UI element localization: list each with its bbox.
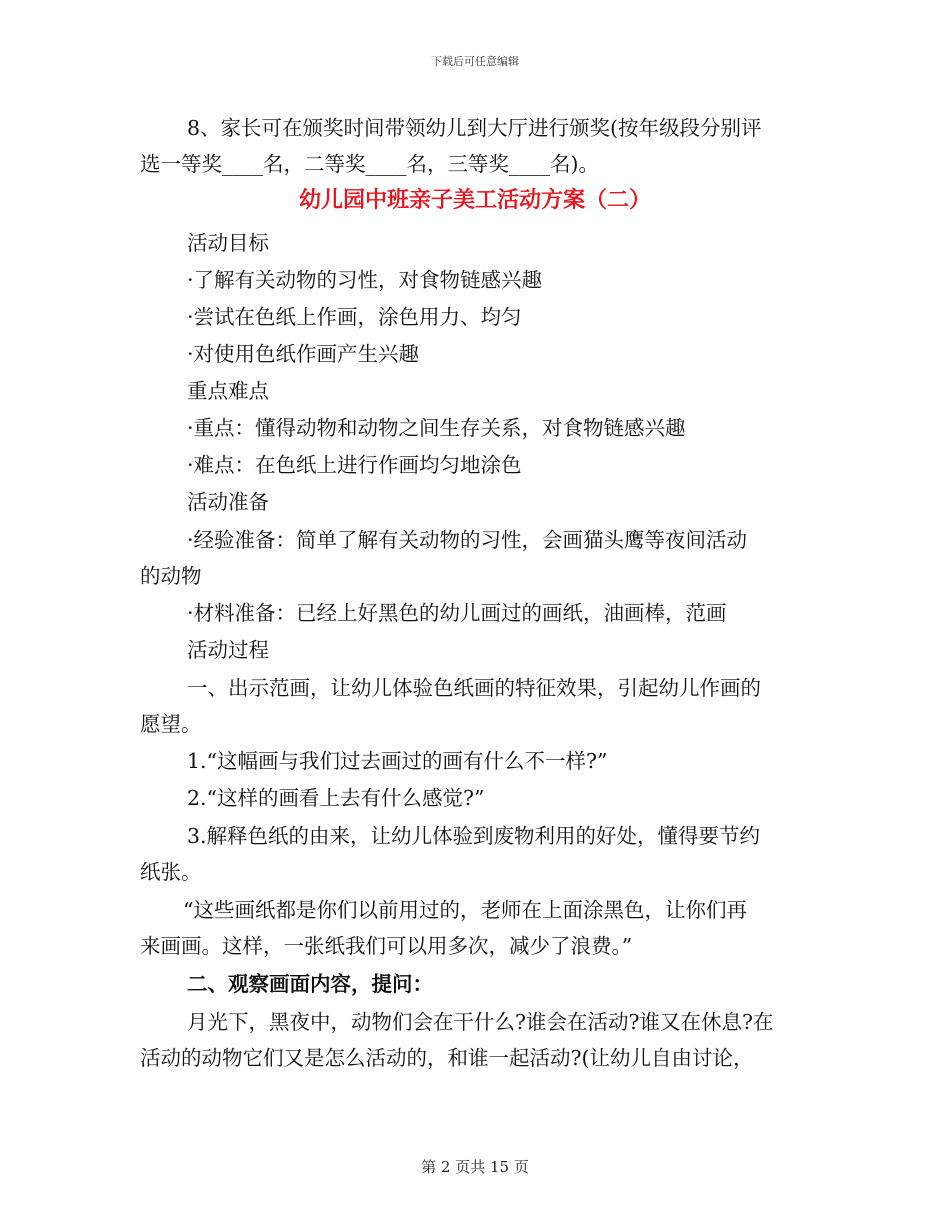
paragraph-line: “这些画纸都是你们以前用过的，老师在上面涂黑色，让你们再 [183,898,747,922]
section-heading: 重点难点 [187,379,269,403]
section-heading-bold: 二、观察画面内容，提问： [187,972,433,996]
page-header: 下载后可任意编辑 [431,55,519,68]
paragraph-line: 2.“这样的画看上去有什么感觉?” [187,786,485,810]
list-item: ·经验准备：简单了解有关动物的习性，会画猫头鹰等夜间活动 [187,528,748,552]
page-footer: 第 2 页共 15 页 [421,1158,529,1176]
paragraph-line: 一、出示范画，让幼儿体验色纸画的特征效果，引起幼儿作画的 [187,676,761,700]
list-item: ·重点：懂得动物和动物之间生存关系，对食物链感兴趣 [187,416,686,440]
paragraph-line: 活动的动物它们又是怎么活动的，和谁一起活动?(让幼儿自由讨论， [140,1046,754,1070]
paragraph-line: 愿望。 [140,712,202,736]
paragraph-line: 的动物 [140,564,202,588]
paragraph-line: 8、家长可在颁奖时间带领幼儿到大厅进行颁奖(按年级段分别评 [187,116,762,140]
paragraph-line: 纸张。 [140,860,202,884]
paragraph-line: 来画画。这样，一张纸我们可以用多次，减少了浪费。” [140,934,633,958]
paragraph-line: 选一等奖____名，二等奖____名，三等奖____名)。 [140,152,599,176]
section-title: 幼儿园中班亲子美工活动方案（二） [298,187,651,213]
paragraph-line: 月光下，黑夜中，动物们会在干什么?谁会在活动?谁又在休息?在 [187,1010,774,1034]
paragraph-line: 1.“这幅画与我们过去画过的画有什么不一样?” [187,749,608,773]
list-item: ·了解有关动物的习性，对食物链感兴趣 [187,268,543,292]
list-item: ·对使用色纸作画产生兴趣 [187,342,420,366]
list-item: ·材料准备：已经上好黑色的幼儿画过的画纸，油画棒，范画 [187,601,727,625]
section-heading: 活动准备 [187,490,269,514]
section-heading: 活动过程 [187,638,269,662]
section-heading: 活动目标 [187,231,269,255]
paragraph-line: 3.解释色纸的由来，让幼儿体验到废物利用的好处，懂得要节约 [187,824,761,848]
list-item: ·难点：在色纸上进行作画均匀地涂色 [187,453,522,477]
list-item: ·尝试在色纸上作画，涂色用力、均匀 [187,305,522,329]
